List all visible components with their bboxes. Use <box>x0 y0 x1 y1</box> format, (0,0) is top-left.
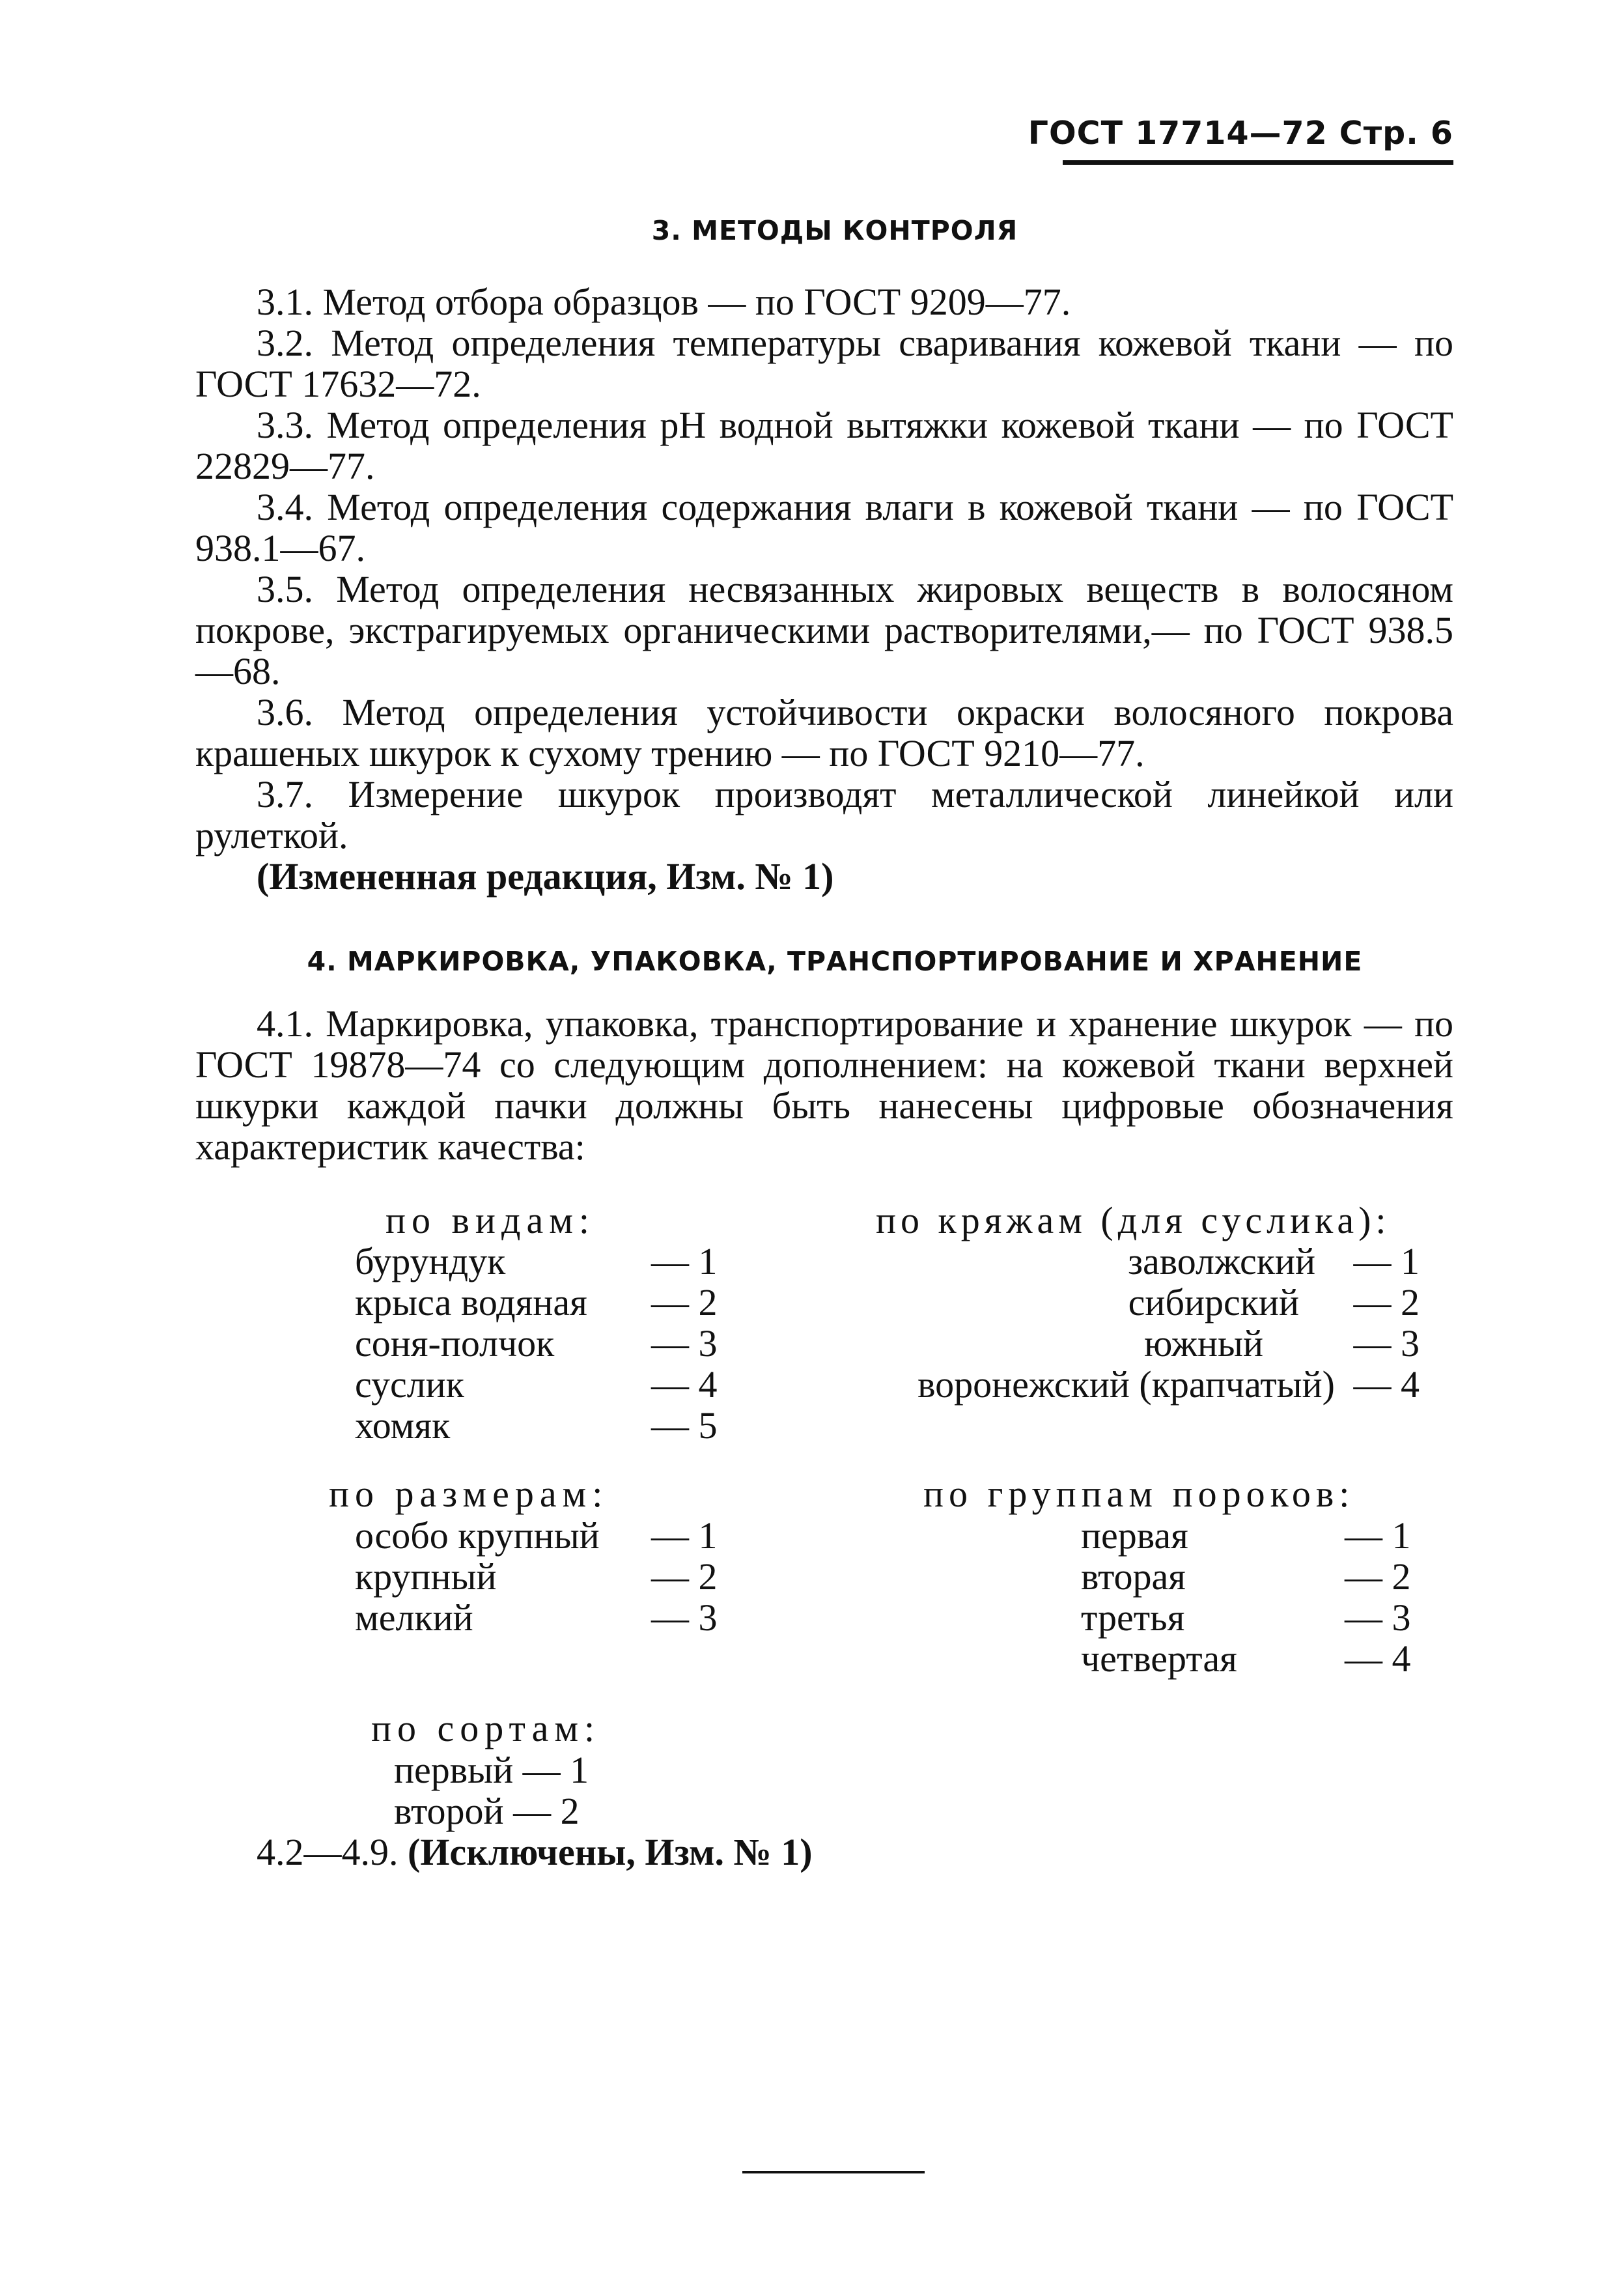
ridges-row: воронежский (крапчатый) — 4 <box>917 1363 1420 1406</box>
paragraph-3-3: 3.3. Метод определения pH водной вытяжки кожевой ткани — по ГОСТ 22829—77. <box>195 404 1453 487</box>
sizes-row: крупный — 2 <box>355 1555 718 1598</box>
species-row: соня-полчок — 3 <box>355 1322 718 1365</box>
grades-row: первый — 1 <box>394 1749 589 1791</box>
paragraph-3-1: 3.1. Метод отбора образцов — по ГОСТ 9209—77. <box>257 281 1071 323</box>
species-list <box>355 1240 718 1447</box>
amendment-note: (Измененная редакция, Изм. № 1) <box>257 855 834 898</box>
section-3-body <box>195 281 1453 897</box>
defects-row: третья — 3 <box>1081 1596 1411 1639</box>
paragraph-3-6: 3.6. Метод определения устойчивости окраски волосяного покрова крашеных шкурок к сухому трению — по ГОСТ 9210—77. <box>195 691 1453 774</box>
section-4-title: 4. МАРКИРОВКА, УПАКОВКА, ТРАНСПОРТИРОВАНИЕ И ХРАНЕНИЕ <box>307 946 1363 977</box>
page-header: ГОСТ 17714—72 Стр. 6 <box>1028 115 1453 152</box>
defects-list <box>1081 1514 1411 1680</box>
defects-row: вторая — 2 <box>1081 1555 1411 1598</box>
paragraph-4-1: 4.1. Маркировка, упаковка, транспортирование и хранение шкурок — по ГОСТ 19878—74 со следующим дополнением: на кожевой ткани верхней шкурки каждой пачки должны быть нанесены цифровые обозначения характеристик качества: <box>195 1002 1453 1168</box>
grades-list <box>394 1749 589 1832</box>
species-row: крыса водяная — 2 <box>355 1281 718 1323</box>
paragraph-3-4: 3.4. Метод определения содержания влаги в кожевой ткани — по ГОСТ 938.1—67. <box>195 486 1453 569</box>
section-3-title: 3. МЕТОДЫ КОНТРОЛЯ <box>651 215 1018 246</box>
ridges-row: сибирский — 2 <box>1128 1281 1420 1323</box>
sizes-list <box>355 1514 718 1639</box>
excluded-prefix: 4.2—4.9. <box>257 1831 399 1873</box>
grades-row: второй — 2 <box>394 1790 580 1832</box>
ridges-list <box>827 1241 1420 1405</box>
defects-row: четвертая — 4 <box>1081 1637 1411 1680</box>
species-row: хомяк — 5 <box>355 1404 718 1447</box>
sizes-row: особо крупный — 1 <box>355 1514 718 1557</box>
section-4-body <box>195 1003 1453 1167</box>
ridges-row: южный — 3 <box>1143 1322 1420 1365</box>
species-heading: по видам: <box>385 1199 596 1241</box>
excluded-note <box>257 1832 813 1873</box>
header-rule <box>1063 160 1453 165</box>
species-row: бурундук — 1 <box>355 1240 718 1282</box>
paragraph-3-5: 3.5. Метод определения несвязанных жировых веществ в волосяном покрове, экстрагируемых органическими растворителями,— по ГОСТ 938.5—68. <box>195 568 1453 692</box>
excluded-text: (Исключены, Изм. № 1) <box>408 1831 813 1873</box>
species-row: суслик — 4 <box>355 1363 718 1406</box>
ridges-row: заволжский — 1 <box>1128 1240 1420 1282</box>
defects-heading: по группам пороков: <box>923 1473 1355 1515</box>
sizes-heading: по размерам: <box>329 1473 609 1515</box>
ridges-heading: по кряжам (для суслика): <box>876 1199 1391 1241</box>
paragraph-3-2: 3.2. Метод определения температуры сваривания кожевой ткани — по ГОСТ 17632—72. <box>195 322 1453 405</box>
end-rule <box>742 2171 925 2173</box>
defects-row: первая — 1 <box>1081 1514 1411 1557</box>
paragraph-3-7: 3.7. Измерение шкурок производят металлической линейкой или рулеткой. <box>195 773 1453 856</box>
grades-heading: по сортам: <box>371 1707 601 1749</box>
sizes-row: мелкий — 3 <box>355 1596 718 1639</box>
